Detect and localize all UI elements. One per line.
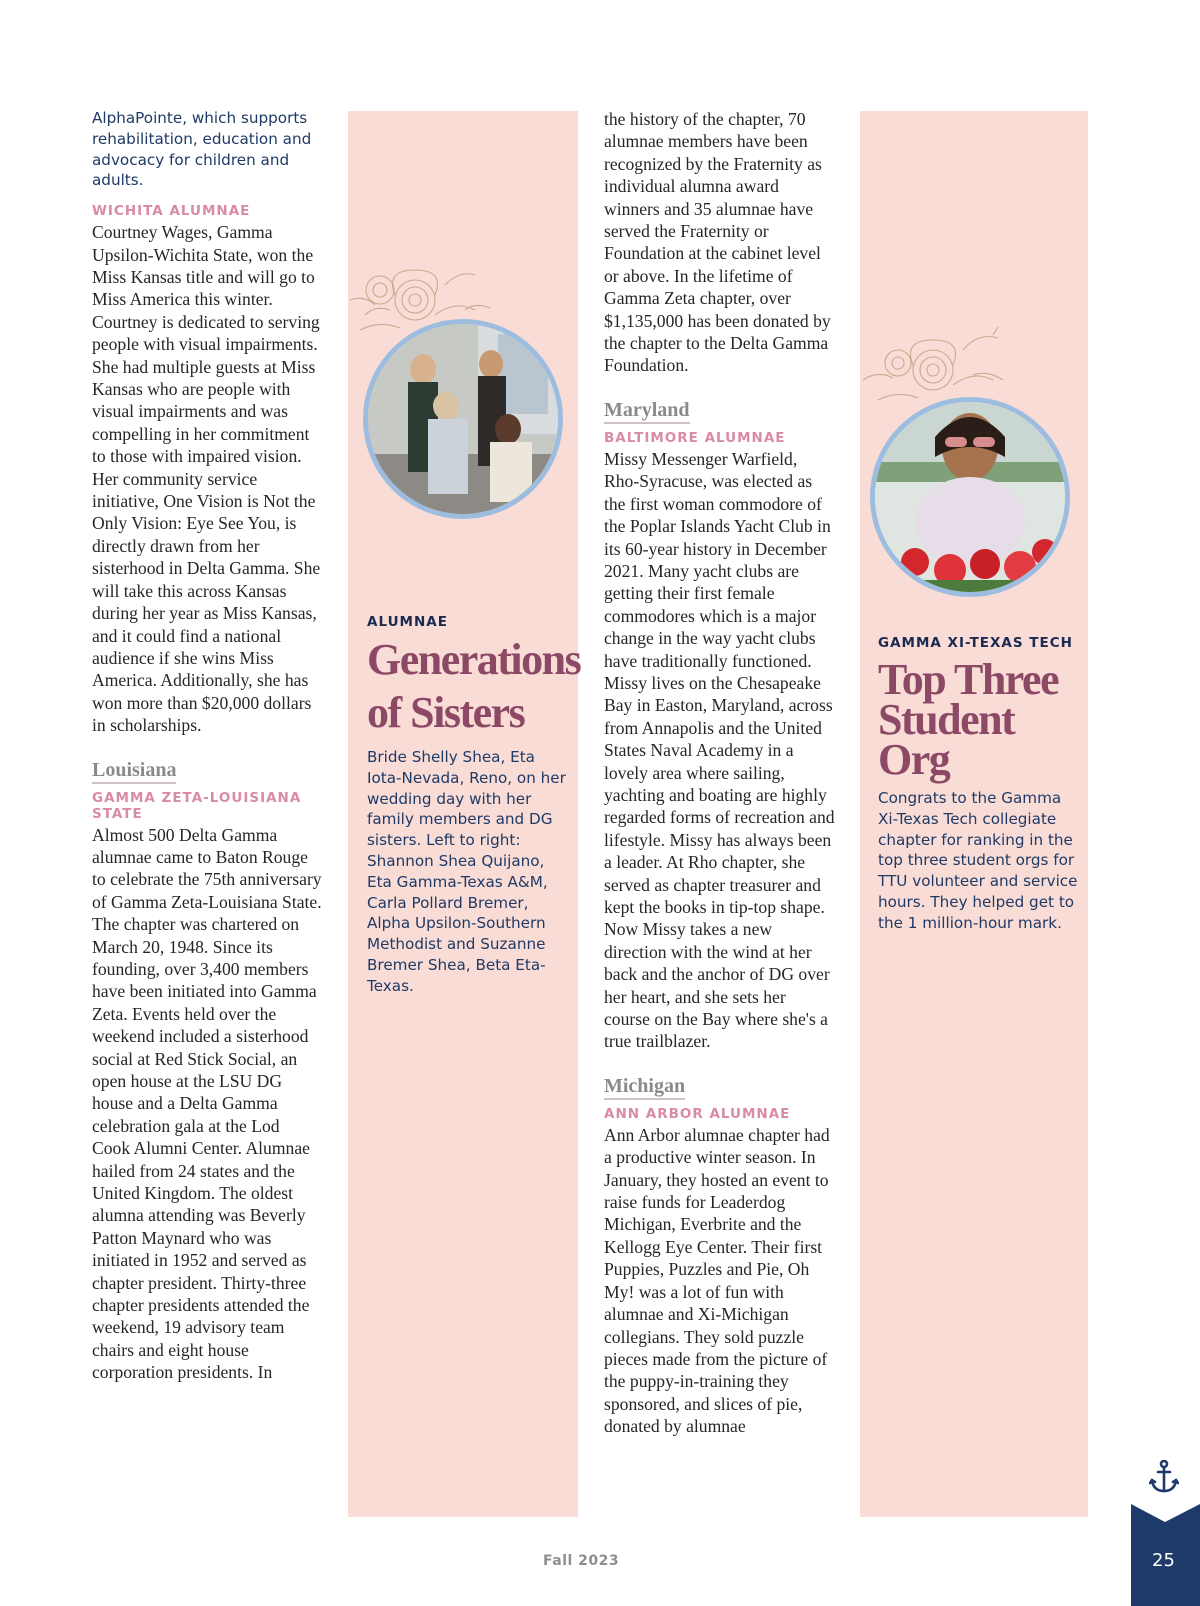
intro-text: AlphaPointe, which supports rehabilitation, education and advocacy for children and adults. [92, 109, 312, 190]
issue-label: Fall 2023 [543, 1553, 620, 1569]
louisiana-subhead: GAMMA ZETA-LOUISIANA STATE [92, 789, 302, 822]
louisiana-body: Almost 500 Delta Gamma alumnae came to Baton Rouge to celebrate the 75th anniversary of Gamma Zeta-Louisiana State. The chapter was chartered on March 20, 1948. Since its founding, over 3,400 members have been initiated into Gamma Zeta. Events held over the weekend included a sisterhood social at Red Stick Social, an open house at the LSU DG house and a Delta Gamma celebration gala at the Lod Cook Alumni Center. Alumnae hailed from 24 states and the United Kingdom. The oldest alumna attending was Beverly Patton Maynard who was initiated in 1952 and served as chapter president. Thirty-three chapter presidents attended the weekend, 19 advisory team chairs and eight house corporation presidents. In [92, 824, 322, 1383]
panel-1-kicker: ALUMNAE [367, 614, 448, 630]
panel-2-text [878, 635, 1078, 934]
michigan-body: Ann Arbor alumnae chapter had a productive winter season. In January, they hosted an event to raise funds for Leaderdog Michigan, Everbrite and the Kellogg Eye Center. Their first Puppies, Puzzles and Pie, Oh My! was a lot of fun with alumnae and Xi-Michigan collegians. They sold puzzle pieces made from the picture of the puppy-in-training they sponsored, and slices of pie, donated by alumnae [604, 1124, 830, 1437]
page-number: 25 [1152, 1550, 1175, 1571]
student-with-flowers-photo [870, 397, 1070, 597]
panel-1-text [367, 614, 581, 997]
bride-family-photo [363, 319, 563, 519]
panel-2-kicker: GAMMA XI-TEXAS TECH [878, 635, 1073, 651]
louisiana-heading: Louisiana [92, 759, 176, 784]
anchor-icon [1149, 1460, 1179, 1494]
maryland-body: Missy Messenger Warfield, Rho-Syracuse, was elected as the first woman commodore of the Poplar Islands Yacht Club in its 60-year history in December 2021. Many yacht clubs are getting their first female commodores which is a major change in the way yacht clubs have traditionally functioned. Missy lives on the Chesapeake Bay in Easton, Maryland, across from Annapolis and the United States Naval Academy in a lovely area where sailing, yachting and boating are highly regarded forms of recreation and lifestyle. Missy has always been a leader. At Rho chapter, she served as chapter treasurer and kept the books in tip-top shape. Now Missy takes a new direction with the wind at her back and the anchor of DG over her heart, and she sets her course on the Bay where she's a true trailblazer. [604, 448, 835, 1052]
wichita-subhead: WICHITA ALUMNAE [92, 203, 251, 220]
column-1 [92, 108, 322, 1384]
maryland-subhead: BALTIMORE ALUMNAE [604, 429, 786, 446]
panel-1-headline: Generations of Sisters [367, 635, 581, 737]
column-3 [604, 108, 836, 1438]
wichita-body: Courtney Wages, Gamma Upsilon-Wichita State, won the Miss Kansas title and will go to Miss America this winter. Courtney is dedicated to serving people with visual impairments. She had multiple guests at Miss Kansas who are people with visual impairments and was compelling in her commitment to those with impaired vision. Her community service initiative, One Vision is Not the Only Vision: Eye See You, is directly drawn from her sisterhood in Delta Gamma. She will take this across Kansas during her year as Miss Kansas, and it could find a national audience if she wins Miss America. Additionally, she has won more than $20,000 dollars in scholarships. [92, 222, 321, 736]
michigan-subhead: ANN ARBOR ALUMNAE [604, 1105, 791, 1122]
maryland-heading: Maryland [604, 399, 690, 424]
louisiana-continued-body: the history of the chapter, 70 alumnae members have been recognized by the Fraternity as individual alumna award winners and 35 alumnae have served the Fraternity or Foundation at the cabinet level or above. In the lifetime of Gamma Zeta chapter, over $1,135,000 has been donated by the chapter to the Delta Gamma Foundation. [604, 109, 831, 376]
panel-1-caption: Bride Shelly Shea, Eta Iota-Nevada, Reno, on her wedding day with her family members and DG sisters. Left to right: Shannon Shea Quijano, Eta Gamma-Texas A&M, Carla Pollard Bremer, Alpha Upsilon-Southern Methodist and Suzanne Bremer Shea, Beta Eta-Texas. [367, 748, 566, 995]
panel-2-caption: Congrats to the Gamma Xi-Texas Tech collegiate chapter for ranking in the top three student orgs for TTU volunteer and service hours. They helped get to the 1 million-hour mark. [878, 789, 1078, 932]
michigan-heading: Michigan [604, 1075, 685, 1100]
panel-2-headline: Top Three Student Org [878, 655, 1059, 784]
